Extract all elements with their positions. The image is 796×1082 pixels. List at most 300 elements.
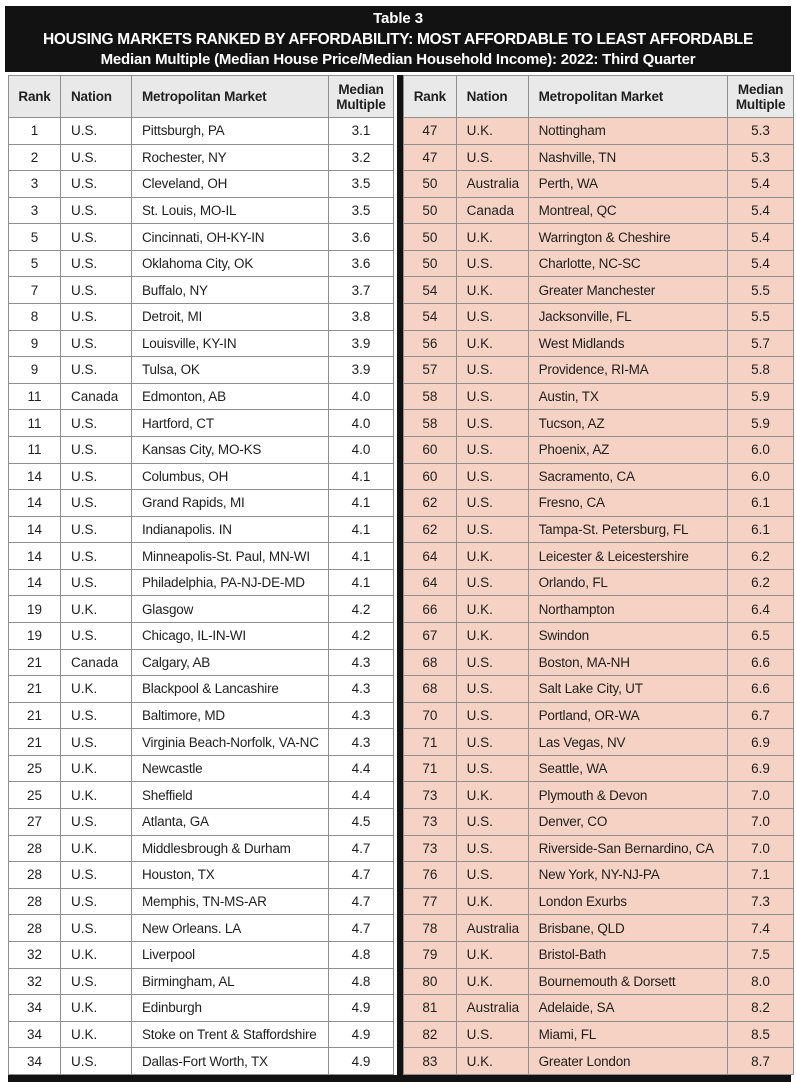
rank-cell: 66	[404, 596, 457, 623]
table-row	[404, 357, 794, 384]
rank-cell: 76	[404, 862, 457, 889]
market-cell: Jacksonville, FL	[528, 304, 728, 331]
rank-cell: 54	[404, 304, 457, 331]
market-cell: Newcastle	[132, 755, 329, 782]
table-row	[9, 835, 394, 862]
nation-cell: U.K.	[456, 330, 528, 357]
nation-cell: U.S.	[456, 649, 528, 676]
table-number: Table 3	[373, 9, 423, 27]
market-cell: Austin, TX	[528, 383, 728, 410]
market-cell: Montreal, QC	[528, 197, 728, 224]
table-row	[9, 968, 394, 995]
market-cell: Pittsburgh, PA	[132, 118, 329, 145]
rank-cell: 5	[9, 224, 61, 251]
multiple-cell: 5.3	[728, 118, 794, 145]
rank-cell: 64	[404, 543, 457, 570]
nation-cell: U.S.	[61, 622, 132, 649]
market-cell: Indianapolis. IN	[132, 516, 329, 543]
multiple-cell: 4.8	[329, 941, 394, 968]
nation-cell: U.S.	[61, 410, 132, 437]
rank-cell: 5	[9, 250, 61, 277]
market-cell: Buffalo, NY	[132, 277, 329, 304]
nation-cell: U.K.	[61, 1021, 132, 1048]
multiple-cell: 5.9	[728, 383, 794, 410]
nation-cell: U.S.	[61, 888, 132, 915]
rank-cell: 11	[9, 383, 61, 410]
market-cell: Miami, FL	[528, 1021, 728, 1048]
table-row	[9, 224, 394, 251]
rank-cell: 9	[9, 330, 61, 357]
table-row	[404, 543, 794, 570]
table-row	[9, 516, 394, 543]
nation-cell: U.S.	[61, 171, 132, 198]
market-cell: Nottingham	[528, 118, 728, 145]
multiple-cell: 3.5	[329, 197, 394, 224]
affordability-table-least-affordable	[403, 75, 794, 1075]
rank-cell: 50	[404, 171, 457, 198]
left-table-header	[9, 76, 394, 118]
table-row	[9, 596, 394, 623]
table-row	[404, 569, 794, 596]
multiple-cell: 4.8	[329, 968, 394, 995]
market-cell: Columbus, OH	[132, 463, 329, 490]
multiple-cell: 6.9	[728, 755, 794, 782]
multiple-cell: 6.5	[728, 622, 794, 649]
market-cell: Stoke on Trent & Staffordshire	[132, 1021, 329, 1048]
multiple-cell: 4.4	[329, 755, 394, 782]
nation-cell: U.S.	[456, 569, 528, 596]
market-cell: Orlando, FL	[528, 569, 728, 596]
nation-cell: U.K.	[456, 224, 528, 251]
nation-cell: Canada	[61, 649, 132, 676]
market-cell: Seattle, WA	[528, 755, 728, 782]
nation-cell: U.K.	[61, 995, 132, 1022]
market-cell: Memphis, TN-MS-AR	[132, 888, 329, 915]
multiple-cell: 4.2	[329, 622, 394, 649]
table-row	[404, 250, 794, 277]
table-row	[404, 888, 794, 915]
multiple-column-header: Median Multiple	[728, 76, 794, 118]
rank-cell: 71	[404, 729, 457, 756]
nation-cell: U.S.	[61, 463, 132, 490]
nation-column-header: Nation	[61, 76, 132, 118]
rank-cell: 14	[9, 543, 61, 570]
multiple-cell: 4.4	[329, 782, 394, 809]
nation-cell: U.S.	[61, 250, 132, 277]
rank-cell: 21	[9, 729, 61, 756]
rank-cell: 81	[404, 995, 457, 1022]
rank-cell: 70	[404, 702, 457, 729]
multiple-cell: 4.3	[329, 702, 394, 729]
rank-cell: 32	[9, 941, 61, 968]
nation-cell: U.S.	[61, 304, 132, 331]
nation-cell: U.S.	[456, 436, 528, 463]
market-cell: Baltimore, MD	[132, 702, 329, 729]
multiple-cell: 6.9	[728, 729, 794, 756]
market-cell: Bristol-Bath	[528, 941, 728, 968]
table-row	[404, 941, 794, 968]
multiple-cell: 8.5	[728, 1021, 794, 1048]
rank-cell: 60	[404, 436, 457, 463]
market-column-header: Metropolitan Market	[528, 76, 728, 118]
multiple-cell: 4.3	[329, 649, 394, 676]
market-cell: Providence, RI-MA	[528, 357, 728, 384]
multiple-cell: 5.4	[728, 171, 794, 198]
market-cell: Adelaide, SA	[528, 995, 728, 1022]
rank-cell: 73	[404, 782, 457, 809]
table-row	[9, 463, 394, 490]
market-cell: Northampton	[528, 596, 728, 623]
nation-cell: U.S.	[61, 516, 132, 543]
market-cell: Denver, CO	[528, 809, 728, 836]
market-cell: Tucson, AZ	[528, 410, 728, 437]
nation-cell: U.S.	[456, 862, 528, 889]
rank-cell: 14	[9, 463, 61, 490]
nation-cell: U.S.	[456, 304, 528, 331]
table-row	[9, 197, 394, 224]
multiple-cell: 6.0	[728, 463, 794, 490]
table-row	[404, 436, 794, 463]
table-row	[404, 516, 794, 543]
multiple-cell: 6.1	[728, 516, 794, 543]
multiple-cell: 7.3	[728, 888, 794, 915]
rank-cell: 80	[404, 968, 457, 995]
multiple-cell: 4.5	[329, 809, 394, 836]
market-cell: London Exurbs	[528, 888, 728, 915]
multiple-cell: 4.1	[329, 463, 394, 490]
multiple-cell: 6.4	[728, 596, 794, 623]
market-cell: New York, NY-NJ-PA	[528, 862, 728, 889]
nation-cell: U.S.	[456, 144, 528, 171]
table-row	[404, 729, 794, 756]
table-row	[404, 755, 794, 782]
nation-cell: U.S.	[61, 915, 132, 942]
table-row	[404, 1048, 794, 1075]
market-cell: Philadelphia, PA-NJ-DE-MD	[132, 569, 329, 596]
nation-cell: Canada	[61, 383, 132, 410]
table-row	[9, 915, 394, 942]
multiple-cell: 5.5	[728, 277, 794, 304]
nation-cell: Australia	[456, 171, 528, 198]
nation-cell: Australia	[456, 915, 528, 942]
nation-cell: U.K.	[456, 1048, 528, 1075]
rank-column-header: Rank	[9, 76, 61, 118]
rank-cell: 56	[404, 330, 457, 357]
table-row	[9, 702, 394, 729]
market-cell: New Orleans. LA	[132, 915, 329, 942]
rank-cell: 19	[9, 622, 61, 649]
market-cell: Atlanta, GA	[132, 809, 329, 836]
market-cell: Fresno, CA	[528, 490, 728, 517]
table-row	[404, 995, 794, 1022]
multiple-cell: 7.4	[728, 915, 794, 942]
table-row	[404, 224, 794, 251]
nation-cell: U.K.	[61, 755, 132, 782]
rank-cell: 11	[9, 410, 61, 437]
table-row	[9, 729, 394, 756]
table-row	[9, 1048, 394, 1075]
rank-cell: 1	[9, 118, 61, 145]
table-row	[404, 676, 794, 703]
table-row	[9, 995, 394, 1022]
multiple-cell: 6.6	[728, 676, 794, 703]
nation-cell: U.S.	[456, 835, 528, 862]
market-cell: Riverside-San Bernardino, CA	[528, 835, 728, 862]
multiple-cell: 3.9	[329, 330, 394, 357]
rank-cell: 34	[9, 1021, 61, 1048]
rank-cell: 3	[9, 171, 61, 198]
rank-cell: 21	[9, 649, 61, 676]
market-cell: Perth, WA	[528, 171, 728, 198]
rank-cell: 28	[9, 915, 61, 942]
right-table-header	[404, 76, 794, 118]
rank-cell: 50	[404, 197, 457, 224]
table-row	[9, 277, 394, 304]
table-row	[9, 330, 394, 357]
market-cell: West Midlands	[528, 330, 728, 357]
multiple-cell: 4.0	[329, 410, 394, 437]
table-row	[404, 968, 794, 995]
nation-cell: U.K.	[456, 782, 528, 809]
market-cell: Salt Lake City, UT	[528, 676, 728, 703]
multiple-cell: 4.7	[329, 835, 394, 862]
table-row	[9, 862, 394, 889]
multiple-cell: 5.7	[728, 330, 794, 357]
multiple-cell: 4.0	[329, 436, 394, 463]
multiple-cell: 3.2	[329, 144, 394, 171]
market-cell: Brisbane, QLD	[528, 915, 728, 942]
nation-cell: U.S.	[456, 357, 528, 384]
nation-cell: U.K.	[456, 118, 528, 145]
nation-cell: U.S.	[456, 729, 528, 756]
market-cell: Oklahoma City, OK	[132, 250, 329, 277]
multiple-cell: 5.5	[728, 304, 794, 331]
market-cell: Houston, TX	[132, 862, 329, 889]
table-row	[9, 410, 394, 437]
rank-cell: 8	[9, 304, 61, 331]
nation-cell: U.S.	[61, 1048, 132, 1075]
rank-cell: 50	[404, 250, 457, 277]
rank-cell: 25	[9, 782, 61, 809]
rank-cell: 19	[9, 596, 61, 623]
nation-cell: U.K.	[456, 277, 528, 304]
rank-cell: 73	[404, 809, 457, 836]
table-title-block	[5, 6, 791, 72]
header-row	[9, 76, 394, 118]
nation-cell: U.S.	[61, 330, 132, 357]
multiple-cell: 6.0	[728, 436, 794, 463]
market-cell: Chicago, IL-IN-WI	[132, 622, 329, 649]
multiple-cell: 4.9	[329, 1021, 394, 1048]
market-cell: Greater London	[528, 1048, 728, 1075]
table-title: HOUSING MARKETS RANKED BY AFFORDABILITY: MOST AFFORDABLE TO LEAST AFFORDABLE	[43, 30, 753, 48]
market-cell: Rochester, NY	[132, 144, 329, 171]
rank-cell: 68	[404, 649, 457, 676]
rank-cell: 34	[9, 995, 61, 1022]
nation-cell: U.K.	[456, 888, 528, 915]
nation-cell: U.S.	[456, 250, 528, 277]
market-cell: Warrington & Cheshire	[528, 224, 728, 251]
nation-cell: U.S.	[456, 383, 528, 410]
multiple-cell: 4.9	[329, 995, 394, 1022]
multiple-cell: 4.2	[329, 596, 394, 623]
multiple-cell: 4.9	[329, 1048, 394, 1075]
market-cell: Portland, OR-WA	[528, 702, 728, 729]
multiple-cell: 7.1	[728, 862, 794, 889]
table-row	[9, 676, 394, 703]
nation-column-header: Nation	[456, 76, 528, 118]
right-table-body	[404, 118, 794, 1075]
table-row	[404, 782, 794, 809]
nation-cell: U.S.	[61, 862, 132, 889]
table-row	[9, 436, 394, 463]
table-row	[9, 1021, 394, 1048]
market-cell: Kansas City, MO-KS	[132, 436, 329, 463]
rank-cell: 77	[404, 888, 457, 915]
nation-cell: U.S.	[61, 357, 132, 384]
table-row	[404, 304, 794, 331]
multiple-cell: 4.7	[329, 888, 394, 915]
nation-cell: U.K.	[456, 596, 528, 623]
table-subtitle: Median Multiple (Median House Price/Median Household Income): 2022: Third Quarter	[100, 50, 696, 68]
nation-cell: U.S.	[456, 463, 528, 490]
table-row	[404, 171, 794, 198]
rank-cell: 28	[9, 888, 61, 915]
rank-cell: 67	[404, 622, 457, 649]
rank-cell: 54	[404, 277, 457, 304]
nation-cell: U.K.	[61, 782, 132, 809]
nation-cell: U.S.	[61, 224, 132, 251]
table-row	[404, 197, 794, 224]
market-cell: Charlotte, NC-SC	[528, 250, 728, 277]
nation-cell: U.S.	[456, 410, 528, 437]
rank-cell: 14	[9, 569, 61, 596]
market-cell: Grand Rapids, MI	[132, 490, 329, 517]
nation-cell: U.S.	[456, 809, 528, 836]
multiple-cell: 5.3	[728, 144, 794, 171]
market-cell: Swindon	[528, 622, 728, 649]
multiple-cell: 8.0	[728, 968, 794, 995]
table-row	[9, 250, 394, 277]
table-row	[9, 144, 394, 171]
multiple-cell: 6.2	[728, 543, 794, 570]
rank-cell: 9	[9, 357, 61, 384]
market-cell: Middlesbrough & Durham	[132, 835, 329, 862]
market-cell: Sacramento, CA	[528, 463, 728, 490]
multiple-cell: 6.7	[728, 702, 794, 729]
affordability-table-most-affordable	[8, 75, 394, 1075]
nation-cell: U.S.	[456, 490, 528, 517]
rank-cell: 68	[404, 676, 457, 703]
tables-container	[8, 75, 794, 1075]
market-cell: Boston, MA-NH	[528, 649, 728, 676]
nation-cell: U.S.	[61, 118, 132, 145]
nation-cell: U.S.	[61, 702, 132, 729]
rank-cell: 21	[9, 702, 61, 729]
table-row	[9, 118, 394, 145]
multiple-cell: 4.7	[329, 915, 394, 942]
table-row	[404, 330, 794, 357]
multiple-cell: 3.7	[329, 277, 394, 304]
rank-cell: 60	[404, 463, 457, 490]
table-row	[9, 809, 394, 836]
rank-cell: 62	[404, 490, 457, 517]
rank-cell: 14	[9, 516, 61, 543]
table-row	[404, 596, 794, 623]
multiple-cell: 6.6	[728, 649, 794, 676]
multiple-cell: 8.7	[728, 1048, 794, 1075]
nation-cell: U.S.	[61, 436, 132, 463]
rank-column-header: Rank	[404, 76, 457, 118]
multiple-column-header: Median Multiple	[329, 76, 394, 118]
multiple-cell: 4.3	[329, 729, 394, 756]
market-cell: Plymouth & Devon	[528, 782, 728, 809]
nation-cell: U.K.	[61, 835, 132, 862]
multiple-cell: 5.4	[728, 197, 794, 224]
nation-cell: U.K.	[456, 968, 528, 995]
rank-cell: 27	[9, 809, 61, 836]
multiple-cell: 6.2	[728, 569, 794, 596]
rank-cell: 14	[9, 490, 61, 517]
multiple-cell: 4.3	[329, 676, 394, 703]
multiple-cell: 7.5	[728, 941, 794, 968]
table-row	[9, 888, 394, 915]
rank-cell: 62	[404, 516, 457, 543]
table-row	[404, 383, 794, 410]
market-cell: Phoenix, AZ	[528, 436, 728, 463]
market-cell: Hartford, CT	[132, 410, 329, 437]
market-cell: Leicester & Leicestershire	[528, 543, 728, 570]
table-row	[404, 144, 794, 171]
nation-cell: U.S.	[61, 197, 132, 224]
nation-cell: U.K.	[61, 596, 132, 623]
nation-cell: U.S.	[61, 729, 132, 756]
nation-cell: U.S.	[61, 277, 132, 304]
multiple-cell: 4.0	[329, 383, 394, 410]
nation-cell: U.S.	[456, 516, 528, 543]
rank-cell: 21	[9, 676, 61, 703]
rank-cell: 28	[9, 862, 61, 889]
table-row	[9, 490, 394, 517]
table-row	[9, 941, 394, 968]
table-row	[404, 622, 794, 649]
market-cell: Virginia Beach-Norfolk, VA-NC	[132, 729, 329, 756]
rank-cell: 2	[9, 144, 61, 171]
nation-cell: U.S.	[456, 676, 528, 703]
rank-cell: 58	[404, 410, 457, 437]
rank-cell: 83	[404, 1048, 457, 1075]
rank-cell: 71	[404, 755, 457, 782]
rank-cell: 57	[404, 357, 457, 384]
table-row	[9, 649, 394, 676]
rank-cell: 47	[404, 118, 457, 145]
multiple-cell: 5.4	[728, 250, 794, 277]
multiple-cell: 3.9	[329, 357, 394, 384]
rank-cell: 28	[9, 835, 61, 862]
multiple-cell: 3.6	[329, 224, 394, 251]
left-table-body	[9, 118, 394, 1075]
rank-cell: 7	[9, 277, 61, 304]
table-row	[404, 702, 794, 729]
table-row	[404, 862, 794, 889]
rank-cell: 58	[404, 383, 457, 410]
bottom-border-bar	[8, 1075, 791, 1082]
nation-cell: Canada	[456, 197, 528, 224]
multiple-cell: 3.6	[329, 250, 394, 277]
nation-cell: U.S.	[456, 702, 528, 729]
table-row	[9, 383, 394, 410]
table-row	[9, 569, 394, 596]
